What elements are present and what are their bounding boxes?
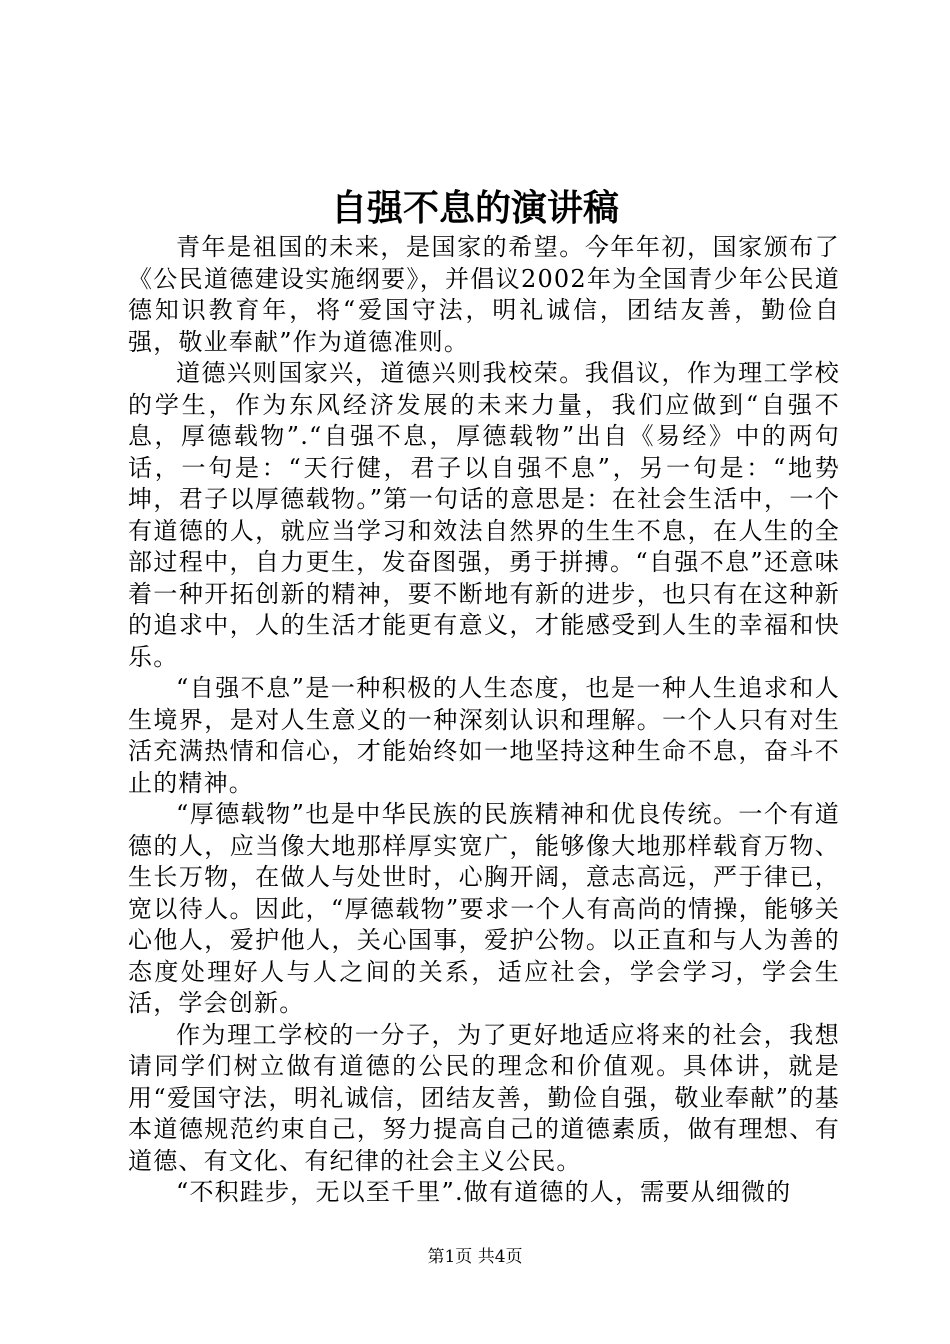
paragraph: 青年是祖国的未来，是国家的希望。今年年初，国家颁布了《公民道德建设实施纲要》，并倡议2002年为全国青少年公民道德知识教育年，将“爱国守法，明礼诚信，团结友善，勤俭自强，敬业奉献”作为道德准则。	[128, 233, 840, 356]
paragraph: “不积跬步，无以至千里”.做有道德的人，需要从细微的	[176, 1178, 792, 1206]
paragraph: 道德兴则国家兴，道德兴则我校荣。我倡议，作为理工学校的学生，作为东风经济发展的未来力量，我们应做到“自强不息，厚德载物”.“自强不息，厚德载物”出自《易经》中的两句话，一句是：“天行健，君子以自强不息”，另一句是：“地势坤，君子以厚德载物。”第一句话的意思是：在社会生活中，一个有道德的人，就应当学习和效法自然界的生生不息，在人生的全部过程中，自力更生，发奋图强，勇于拼搏。“自强不息”还意味着一种开拓创新的精神，要不断地有新的进步，也只有在这种新的追求中，人的生活才能更有意义，才能感受到人生的幸福和快乐。	[128, 359, 840, 671]
page-number-footer: 第1页 共4页	[427, 1247, 523, 1267]
paragraph: “厚德载物”也是中华民族的民族精神和优良传统。一个有道德的人，应当像大地那样厚实宽广，能够像大地那样载育万物、生长万物，在做人与处世时，心胸开阔，意志高远，严于律已，宽以待人。因此，“厚德载物”要求一个人有高尚的情操，能够关心他人，爱护他人，关心国事，爱护公物。以正直和与人为善的态度处理好人与人之间的关系，适应社会，学会学习，学会生活，学会创新。	[128, 800, 840, 1017]
document-body	[128, 232, 840, 1209]
document-title: 自强不息的演讲稿	[330, 187, 619, 229]
paragraph: “自强不息”是一种积极的人生态度，也是一种人生追求和人生境界，是对人生意义的一种深刻认识和理解。一个人只有对生活充满热情和信心，才能始终如一地坚持这种生命不息，奋斗不止的精神。	[128, 674, 840, 797]
paragraph: 作为理工学校的一分子，为了更好地适应将来的社会，我想请同学们树立做有道德的公民的理念和价值观。具体讲，就是用“爱国守法，明礼诚信，团结友善，勤俭自强，敬业奉献”的基本道德规范约束自己，努力提高自己的道德素质，做有理想、有道德、有文化、有纪律的社会主义公民。	[128, 1020, 840, 1175]
